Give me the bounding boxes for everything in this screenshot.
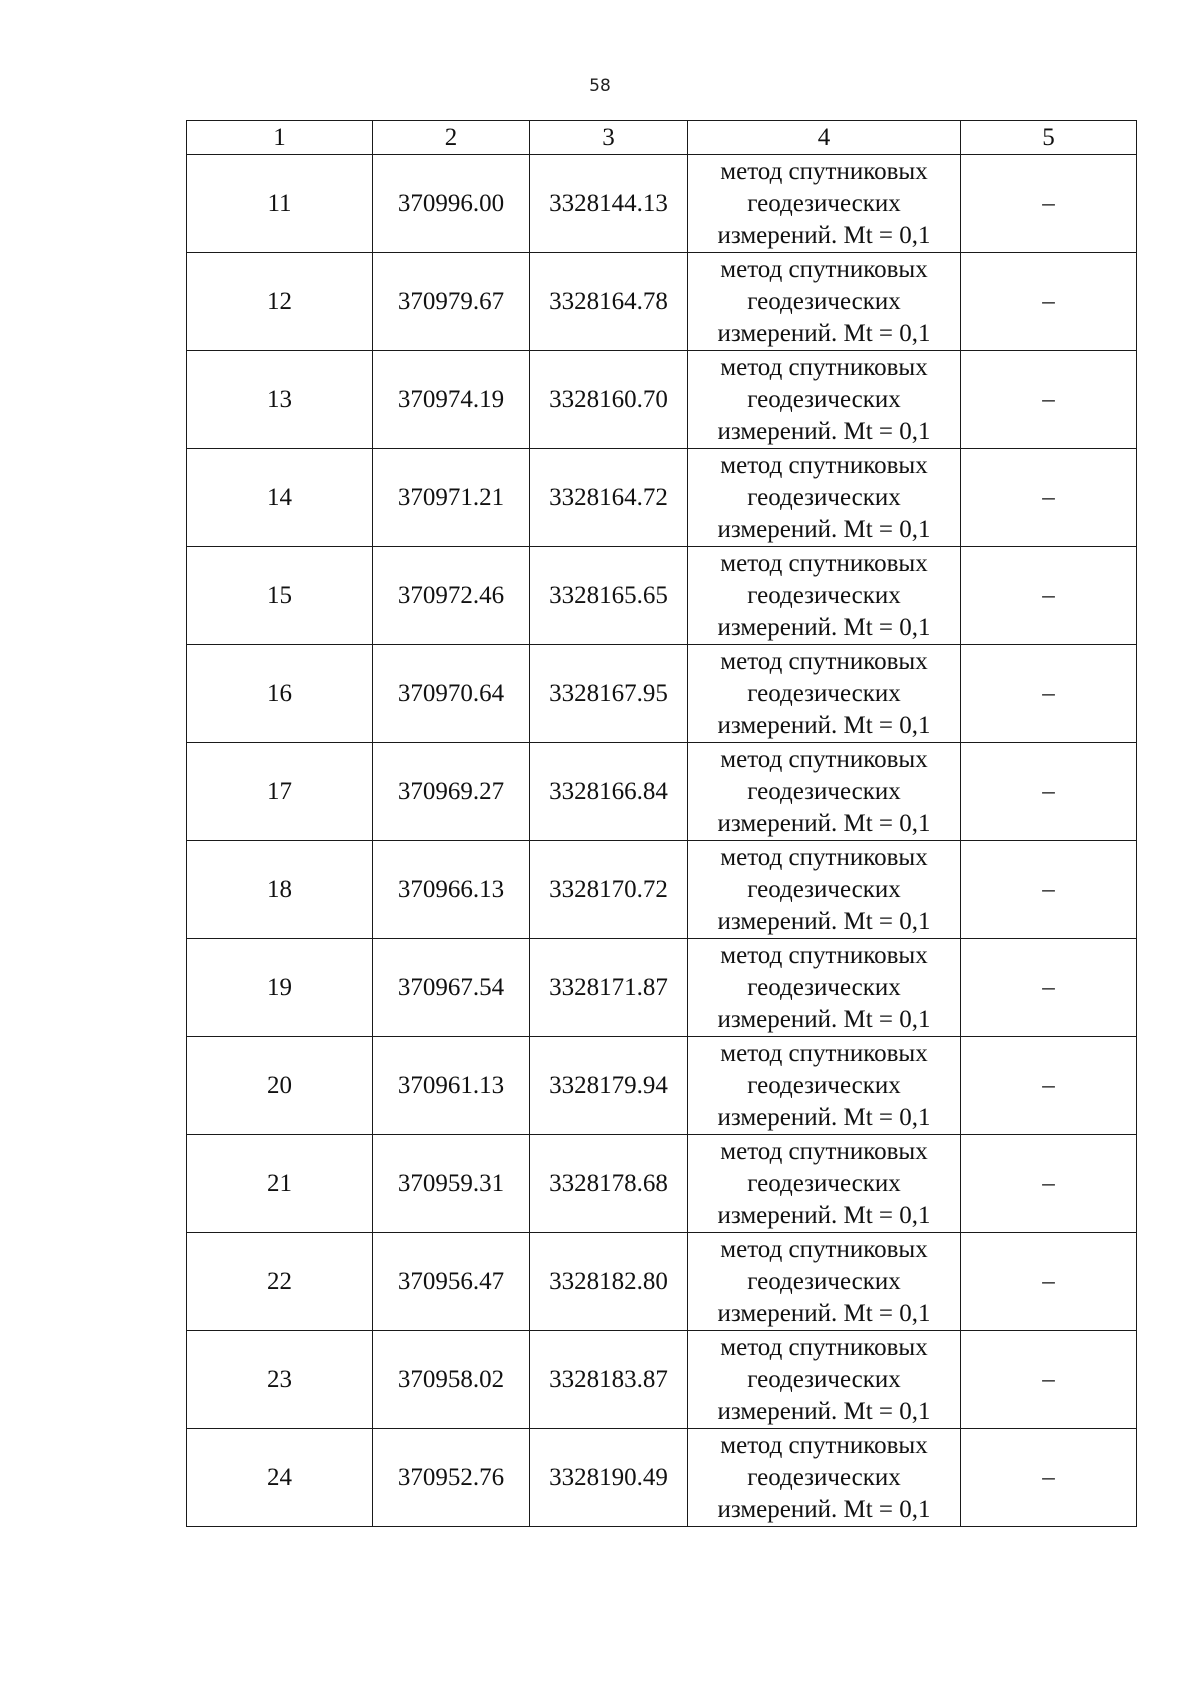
y-coordinate-cell: 3328166.84 <box>530 743 688 841</box>
method-cell <box>688 155 961 253</box>
point-number-cell: 15 <box>187 547 373 645</box>
y-coordinate-cell: 3328165.65 <box>530 547 688 645</box>
method-cell <box>688 351 961 449</box>
x-coordinate-cell: 370966.13 <box>373 841 530 939</box>
note-cell: – <box>961 155 1137 253</box>
table-row <box>187 253 1137 351</box>
table-row <box>187 1037 1137 1135</box>
table-row <box>187 1135 1137 1233</box>
method-text-line: измерений. Mt = 0,1 <box>717 1495 931 1523</box>
method-text-line: метод спутниковых <box>720 1235 928 1263</box>
note-cell: – <box>961 645 1137 743</box>
header-col-4: 4 <box>688 121 961 155</box>
point-number-cell: 19 <box>187 939 373 1037</box>
y-coordinate-cell: 3328144.13 <box>530 155 688 253</box>
method-text-line: метод спутниковых <box>720 745 928 773</box>
method-text-line: измерений. Mt = 0,1 <box>717 711 931 739</box>
point-number-cell: 11 <box>187 155 373 253</box>
y-coordinate-cell: 3328160.70 <box>530 351 688 449</box>
method-text-line: геодезических <box>747 875 901 903</box>
header-col-5: 5 <box>961 121 1137 155</box>
method-text-line: измерений. Mt = 0,1 <box>717 613 931 641</box>
point-number-cell: 13 <box>187 351 373 449</box>
method-text-line: метод спутниковых <box>720 255 928 283</box>
point-number-cell: 24 <box>187 1429 373 1527</box>
table-row <box>187 351 1137 449</box>
method-text-line: метод спутниковых <box>720 353 928 381</box>
method-text-line: метод спутниковых <box>720 157 928 185</box>
table-body <box>187 155 1137 1527</box>
method-cell <box>688 1331 961 1429</box>
y-coordinate-cell: 3328164.78 <box>530 253 688 351</box>
note-cell: – <box>961 449 1137 547</box>
table-header-row <box>187 121 1137 155</box>
method-text-line: геодезических <box>747 581 901 609</box>
method-text-line: измерений. Mt = 0,1 <box>717 319 931 347</box>
method-text-line: измерений. Mt = 0,1 <box>717 809 931 837</box>
note-cell: – <box>961 351 1137 449</box>
method-text-line: геодезических <box>747 973 901 1001</box>
note-cell: – <box>961 1429 1137 1527</box>
method-text-line: геодезических <box>747 679 901 707</box>
table-row <box>187 841 1137 939</box>
point-number-cell: 18 <box>187 841 373 939</box>
x-coordinate-cell: 370956.47 <box>373 1233 530 1331</box>
point-number-cell: 16 <box>187 645 373 743</box>
method-text-line: метод спутниковых <box>720 1137 928 1165</box>
method-text-line: геодезических <box>747 189 901 217</box>
method-cell <box>688 449 961 547</box>
method-text-line: геодезических <box>747 777 901 805</box>
header-col-3: 3 <box>530 121 688 155</box>
method-text-line: геодезических <box>747 1267 901 1295</box>
method-text-line: измерений. Mt = 0,1 <box>717 417 931 445</box>
table-row <box>187 449 1137 547</box>
y-coordinate-cell: 3328170.72 <box>530 841 688 939</box>
x-coordinate-cell: 370959.31 <box>373 1135 530 1233</box>
note-cell: – <box>961 939 1137 1037</box>
x-coordinate-cell: 370974.19 <box>373 351 530 449</box>
note-cell: – <box>961 1037 1137 1135</box>
method-text-line: измерений. Mt = 0,1 <box>717 515 931 543</box>
method-text-line: метод спутниковых <box>720 647 928 675</box>
point-number-cell: 14 <box>187 449 373 547</box>
method-cell <box>688 253 961 351</box>
method-cell <box>688 743 961 841</box>
table-row <box>187 645 1137 743</box>
header-col-2: 2 <box>373 121 530 155</box>
page-number: 58 <box>589 76 611 96</box>
method-text-line: измерений. Mt = 0,1 <box>717 907 931 935</box>
y-coordinate-cell: 3328167.95 <box>530 645 688 743</box>
table-row <box>187 155 1137 253</box>
table-row <box>187 1429 1137 1527</box>
y-coordinate-cell: 3328171.87 <box>530 939 688 1037</box>
y-coordinate-cell: 3328183.87 <box>530 1331 688 1429</box>
method-text-line: измерений. Mt = 0,1 <box>717 1005 931 1033</box>
method-text-line: метод спутниковых <box>720 941 928 969</box>
x-coordinate-cell: 370958.02 <box>373 1331 530 1429</box>
y-coordinate-cell: 3328178.68 <box>530 1135 688 1233</box>
method-text-line: геодезических <box>747 1463 901 1491</box>
method-cell <box>688 1135 961 1233</box>
point-number-cell: 20 <box>187 1037 373 1135</box>
method-text-line: метод спутниковых <box>720 1039 928 1067</box>
y-coordinate-cell: 3328182.80 <box>530 1233 688 1331</box>
method-cell <box>688 547 961 645</box>
x-coordinate-cell: 370967.54 <box>373 939 530 1037</box>
note-cell: – <box>961 1233 1137 1331</box>
method-text-line: геодезических <box>747 1071 901 1099</box>
table-row <box>187 939 1137 1037</box>
method-text-line: измерений. Mt = 0,1 <box>717 221 931 249</box>
note-cell: – <box>961 841 1137 939</box>
method-text-line: метод спутниковых <box>720 1333 928 1361</box>
x-coordinate-cell: 370969.27 <box>373 743 530 841</box>
coordinates-table <box>186 120 1137 1527</box>
method-text-line: метод спутниковых <box>720 843 928 871</box>
method-cell <box>688 1429 961 1527</box>
method-text-line: геодезических <box>747 287 901 315</box>
point-number-cell: 17 <box>187 743 373 841</box>
method-text-line: геодезических <box>747 1365 901 1393</box>
method-text-line: метод спутниковых <box>720 549 928 577</box>
method-text-line: метод спутниковых <box>720 451 928 479</box>
method-cell <box>688 1233 961 1331</box>
x-coordinate-cell: 370996.00 <box>373 155 530 253</box>
method-text-line: измерений. Mt = 0,1 <box>717 1299 931 1327</box>
method-text-line: измерений. Mt = 0,1 <box>717 1103 931 1131</box>
method-text-line: измерений. Mt = 0,1 <box>717 1397 931 1425</box>
y-coordinate-cell: 3328190.49 <box>530 1429 688 1527</box>
x-coordinate-cell: 370971.21 <box>373 449 530 547</box>
x-coordinate-cell: 370972.46 <box>373 547 530 645</box>
point-number-cell: 21 <box>187 1135 373 1233</box>
point-number-cell: 23 <box>187 1331 373 1429</box>
table-row <box>187 743 1137 841</box>
x-coordinate-cell: 370970.64 <box>373 645 530 743</box>
point-number-cell: 12 <box>187 253 373 351</box>
y-coordinate-cell: 3328179.94 <box>530 1037 688 1135</box>
note-cell: – <box>961 743 1137 841</box>
method-cell <box>688 939 961 1037</box>
note-cell: – <box>961 1331 1137 1429</box>
header-col-1: 1 <box>187 121 373 155</box>
note-cell: – <box>961 253 1137 351</box>
method-text-line: геодезических <box>747 483 901 511</box>
note-cell: – <box>961 1135 1137 1233</box>
method-cell <box>688 841 961 939</box>
x-coordinate-cell: 370952.76 <box>373 1429 530 1527</box>
y-coordinate-cell: 3328164.72 <box>530 449 688 547</box>
x-coordinate-cell: 370961.13 <box>373 1037 530 1135</box>
point-number-cell: 22 <box>187 1233 373 1331</box>
note-cell: – <box>961 547 1137 645</box>
method-cell <box>688 1037 961 1135</box>
method-text-line: измерений. Mt = 0,1 <box>717 1201 931 1229</box>
method-text-line: геодезических <box>747 385 901 413</box>
method-cell <box>688 645 961 743</box>
table-row <box>187 1233 1137 1331</box>
table-row <box>187 1331 1137 1429</box>
method-text-line: геодезических <box>747 1169 901 1197</box>
method-text-line: метод спутниковых <box>720 1431 928 1459</box>
table-row <box>187 547 1137 645</box>
x-coordinate-cell: 370979.67 <box>373 253 530 351</box>
